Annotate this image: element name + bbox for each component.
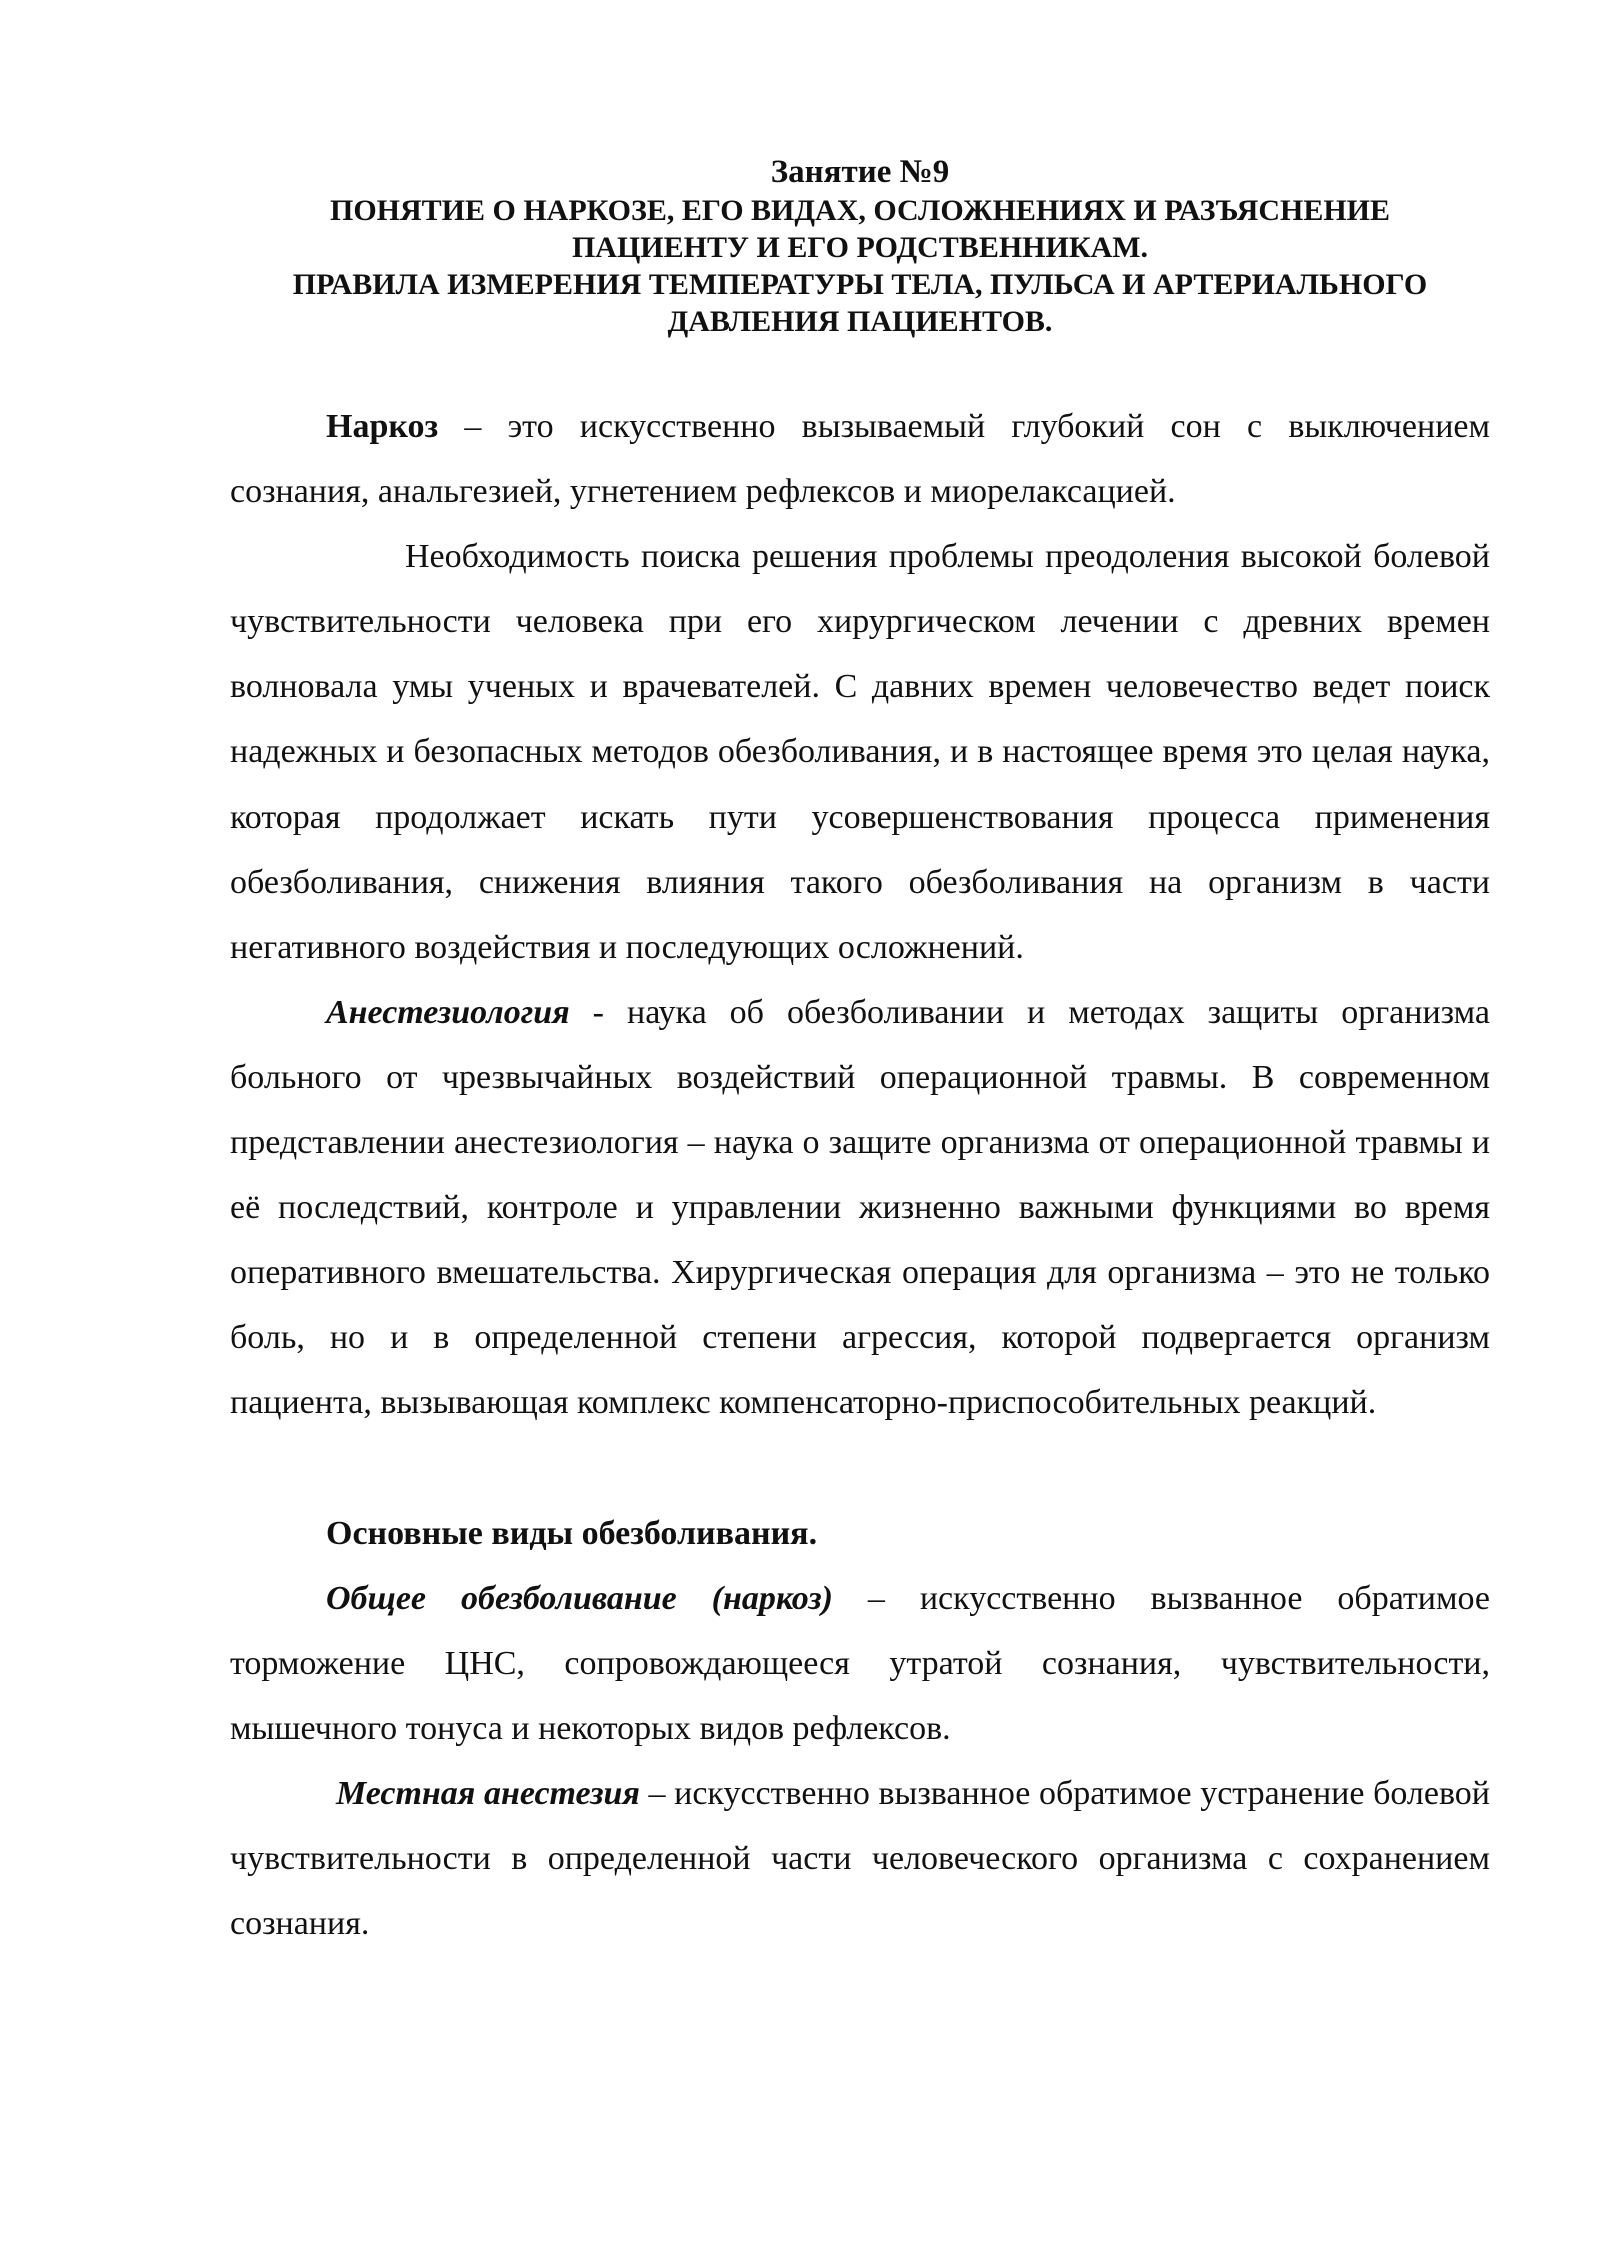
blank-line bbox=[230, 1436, 1490, 1501]
section-heading: Основные виды обезболивания. bbox=[326, 1514, 818, 1552]
topic-line: ПРАВИЛА ИЗМЕРЕНИЯ ТЕМПЕРАТУРЫ ТЕЛА, ПУЛЬСА И АРТЕРИАЛЬНОГО bbox=[292, 268, 1428, 301]
paragraph-general-anesthesia bbox=[230, 1566, 1490, 1761]
definition-narkoz: – это искусственно вызываемый глубокий сон с выключением сознания, анальгезией, угнетением рефлексов и миорелаксацией. bbox=[230, 408, 1490, 511]
paragraph-history bbox=[230, 524, 1490, 980]
paragraph-local-anesthesia bbox=[230, 1761, 1490, 1956]
term-narkoz: Наркоз bbox=[326, 408, 439, 445]
topic-line: ДАВЛЕНИЯ ПАЦИЕНТОВ. bbox=[667, 305, 1053, 338]
topic-line: ПОНЯТИЕ О НАРКОЗЕ, ЕГО ВИДАХ, ОСЛОЖНЕНИЯХ И РАЗЪЯСНЕНИЕ bbox=[329, 194, 1391, 227]
definition-general-anesthesia: – искусственно вызванное обратимое торможение ЦНС, сопровождающееся утратой сознания, чувствительности, мышечного тонуса и некоторых видов рефлексов. bbox=[230, 1579, 1490, 1747]
document-header bbox=[230, 152, 1490, 340]
term-local-anesthesia: Местная анестезия bbox=[336, 1774, 640, 1812]
topic-line: ПАЦИЕНТУ И ЕГО РОДСТВЕННИКАМ. bbox=[571, 231, 1149, 264]
paragraph-anesthesiology bbox=[230, 980, 1490, 1436]
lesson-title: Занятие №9 bbox=[770, 154, 950, 190]
term-general-anesthesia: Общее обезболивание (наркоз) bbox=[326, 1579, 833, 1617]
definition-local-anesthesia: – искусственно вызванное обратимое устранение болевой чувствительности в определенной части человеческого организма с сохранением сознания. bbox=[230, 1774, 1490, 1943]
term-anesthesiology: Анестезиология bbox=[326, 993, 570, 1031]
document-body bbox=[230, 394, 1490, 1956]
paragraph-narkoz bbox=[230, 394, 1490, 524]
history-text: Необходимость поиска решения проблемы преодоления высокой болевой чувствительности человека при его хирургическом лечении с древних времен волновала умы ученых и врачевателей. С давних времен человечество ведет поиск надежных и безопасных методов обезболивания, и в настоящее время это целая наука, которая продолжает искать пути усовершенствования процесса применения обезболивания, снижения влияния такого обезболивания на организм в части негативного воздействия и последующих осложнений. bbox=[230, 538, 1490, 966]
definition-anesthesiology: - наука об обезболивании и методах защиты организма больного от чрезвычайных воздействий операционной травмы. В современном представлении анестезиология – наука о защите организма от операционной травмы и её последствий, контроле и управлении жизненно важными функциями во время оперативного вмешательства. Хирургическая операция для организма – это не только боль, но и в определенной степени агрессия, которой подвергается организм пациента, вызывающая комплекс компенсаторно-приспособительных реакций. bbox=[230, 993, 1490, 1422]
